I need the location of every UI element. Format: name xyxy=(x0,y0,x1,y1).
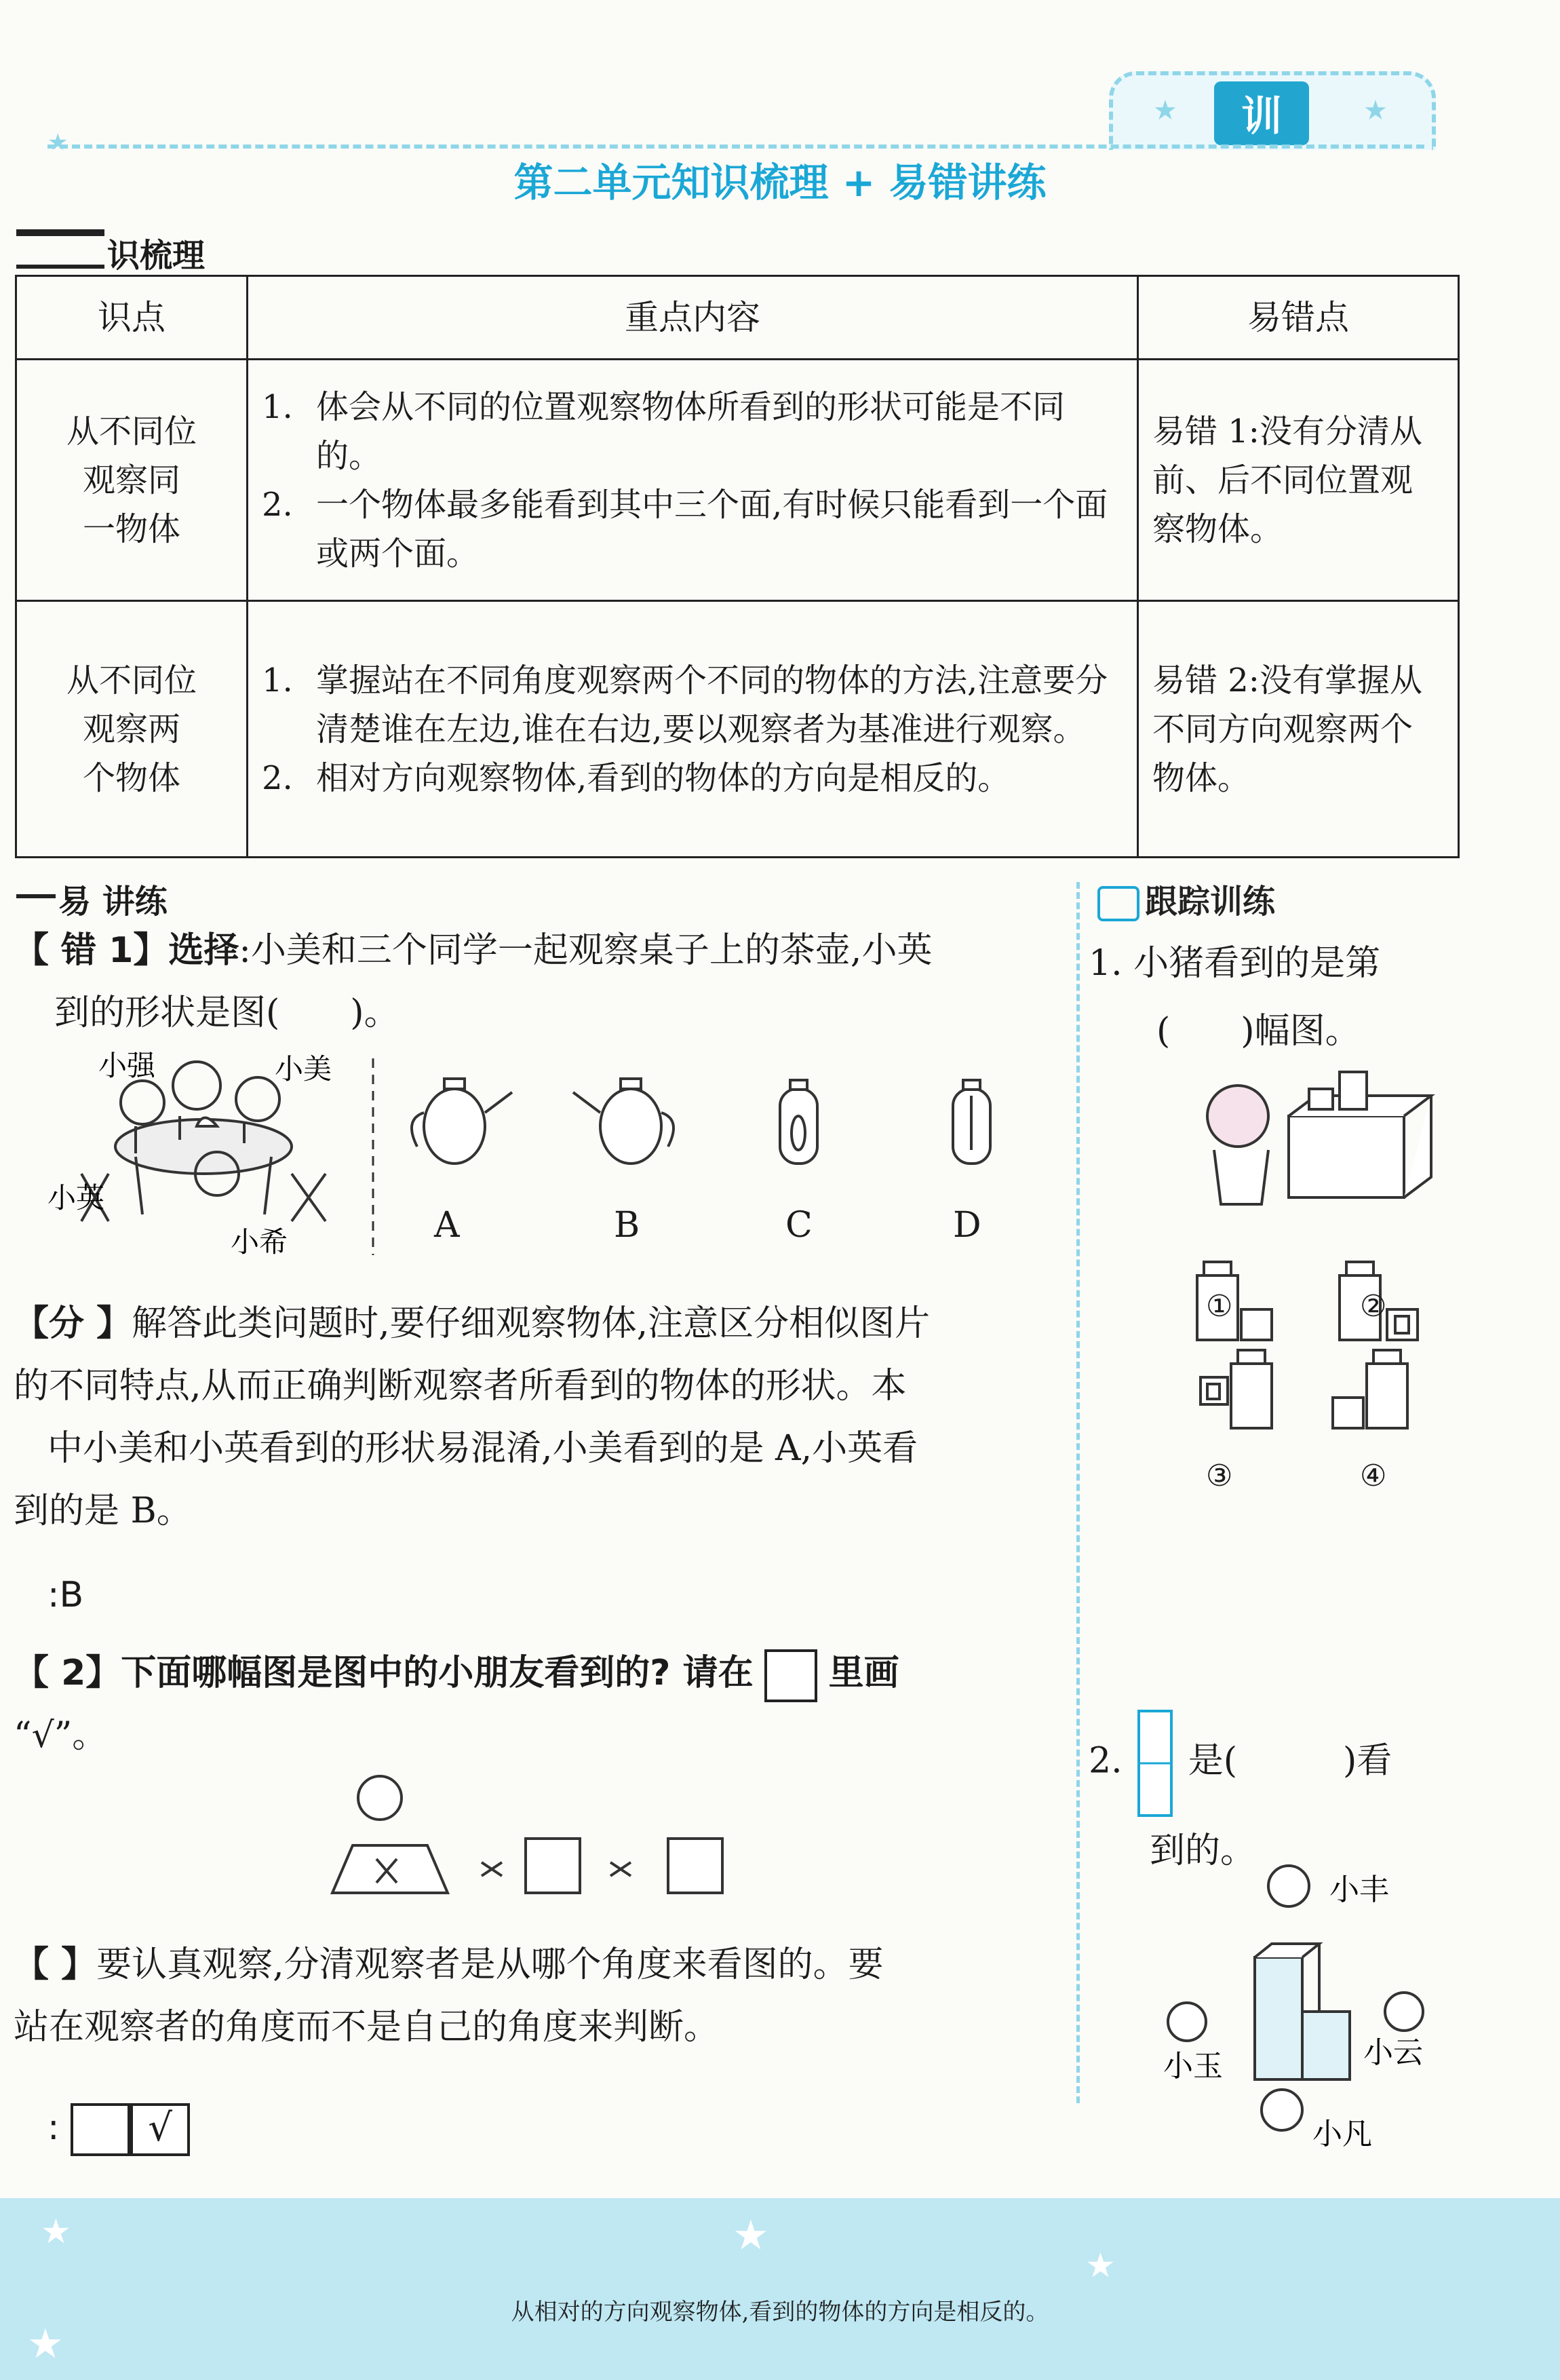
star-icon: ★ xyxy=(27,2320,64,2368)
tracking-title-text: 跟踪训练 xyxy=(1145,883,1276,921)
star-icon: ★ xyxy=(1085,2246,1116,2285)
small-box-shape xyxy=(1309,1089,1333,1109)
example2-illustration xyxy=(326,1771,746,1906)
star-icon: ★ xyxy=(47,129,69,156)
topic-line: 个物体 xyxy=(82,759,180,797)
point-number: 1. xyxy=(262,661,293,699)
footer-tip: 从相对的方向观察物体,看到的物体的方向是相反的。 xyxy=(511,2299,1049,2326)
scissors-icon xyxy=(482,1862,502,1876)
name-label: 小美 xyxy=(275,1052,332,1086)
short-block xyxy=(1302,2012,1350,2079)
example1-question-line1: :小美和三个同学一起观察桌子上的茶壶,小英 xyxy=(239,930,933,971)
topic-line: 从不同位 xyxy=(66,412,197,450)
name-label: 小强 xyxy=(98,1049,156,1082)
name-label: 小云 xyxy=(1363,2035,1423,2070)
error-cell: 易错 1:没有分清从前、后不同位置观察物体。 xyxy=(1138,360,1459,601)
camera-icon xyxy=(1097,886,1139,921)
topic-line: 观察同 xyxy=(82,461,180,499)
option-figure-4 xyxy=(1333,1350,1407,1428)
analysis-line: 到的是 B。 xyxy=(14,1491,192,1531)
example2-tag: 【 2】 xyxy=(14,1653,121,1693)
error-cell: 易错 2:没有掌握从不同方向观察两个物体。 xyxy=(1138,601,1459,858)
topic-line: 观察两 xyxy=(82,710,180,748)
example1-type: 选择 xyxy=(168,930,239,971)
topic-cell xyxy=(16,601,248,858)
teapot-option-c xyxy=(780,1080,817,1164)
option-label: ② xyxy=(1360,1289,1387,1324)
example2-tip xyxy=(14,1934,1072,2058)
teapot-option-b xyxy=(573,1079,674,1164)
teapot-option-d xyxy=(953,1080,990,1164)
knowledge-table xyxy=(15,275,1460,858)
tip-tag: 【 】 xyxy=(14,1944,97,1985)
section-title-knowledge: 识梳理 xyxy=(107,237,206,275)
example1-question xyxy=(14,919,1072,1044)
footer-band xyxy=(0,2198,1560,2380)
child-figure xyxy=(1168,2003,1206,2041)
tracking-title xyxy=(1097,875,1275,922)
section-bar xyxy=(16,894,56,898)
name-label: 小英 xyxy=(47,1181,105,1214)
bottle-shape xyxy=(1340,1072,1367,1109)
example1-tag: 【 错 1】 xyxy=(14,930,169,971)
tracking-q2-line2: 到的。 xyxy=(1150,1830,1256,1871)
analysis-line: 中小美和小英看到的形状易混淆,小美看到的是 A,小英看 xyxy=(47,1428,918,1469)
section-title-practice: 易 讲练 xyxy=(58,883,168,921)
star-icon: ★ xyxy=(733,2212,769,2259)
name-label: 小丰 xyxy=(1329,1873,1389,1907)
pig-icon xyxy=(1207,1086,1268,1147)
point-number: 2. xyxy=(262,485,293,524)
star-icon: ★ xyxy=(1153,95,1177,126)
answer-box-empty xyxy=(71,2103,130,2156)
name-label: 小凡 xyxy=(1312,2117,1372,2151)
cube-shape xyxy=(1289,1116,1404,1197)
option-figure-3 xyxy=(1201,1350,1272,1428)
option-label: B xyxy=(614,1205,640,1246)
section-bar xyxy=(16,229,104,236)
tracking-q2-text: 是( )看 xyxy=(1188,1740,1392,1782)
table-header: 识点 xyxy=(16,276,248,360)
table-row xyxy=(16,601,1459,858)
example2-question xyxy=(14,1642,1072,1767)
table-header: 重点内容 xyxy=(248,276,1138,360)
tracking-q2-number: 2. xyxy=(1089,1740,1123,1782)
child-figure xyxy=(1268,1866,1309,1906)
option-label: D xyxy=(953,1205,981,1246)
page-title: 第二单元知识梳理 + 易错讲练 xyxy=(513,159,1047,206)
table-header-row xyxy=(16,276,1459,360)
example1-answer: :B xyxy=(47,1575,84,1615)
kids-table-illustration xyxy=(81,1062,326,1221)
topic-cell xyxy=(16,360,248,601)
tracking-q1-line1: 1. 小猪看到的是第 xyxy=(1089,943,1381,984)
option-label: ① xyxy=(1206,1289,1233,1324)
pig-body xyxy=(1214,1150,1268,1204)
example1-question-line2: 到的形状是图( )。 xyxy=(54,993,399,1033)
analysis-line: 的不同特点,从而正确判断观察者所看到的物体的形状。本 xyxy=(14,1366,907,1406)
point-number: 2. xyxy=(262,759,293,797)
name-label: 小希 xyxy=(231,1225,288,1259)
view-figure xyxy=(1137,1710,1173,1817)
tracking-q2-illustration xyxy=(1160,1859,1445,2157)
example2-answer xyxy=(47,2096,190,2159)
scissors-icon xyxy=(610,1862,631,1876)
child-figure xyxy=(1262,2090,1302,2130)
points-cell xyxy=(248,360,1138,601)
child-figure xyxy=(1385,1993,1423,2031)
tip-line: 要认真观察,分清观察者是从哪个角度来看图的。要 xyxy=(96,1944,884,1985)
example2-question-b: 里画 xyxy=(828,1653,899,1693)
desk-shape xyxy=(332,1845,448,1893)
answer-box-checked: √ xyxy=(130,2103,190,2156)
option-label: ③ xyxy=(1206,1459,1233,1493)
point-text: 体会从不同的位置观察物体所看到的形状可能是不同的。 xyxy=(316,387,1066,475)
point-number: 1. xyxy=(262,387,293,426)
star-icon: ★ xyxy=(41,2212,71,2251)
tip-line: 站在观察者的角度而不是自己的角度来判断。 xyxy=(14,2007,720,2048)
point-text: 一个物体最多能看到其中三个面,有时候只能看到一个面或两个面。 xyxy=(316,485,1108,573)
table-header: 易错点 xyxy=(1138,276,1459,360)
section-bar xyxy=(16,265,104,269)
child-figure xyxy=(358,1776,402,1820)
point-text: 相对方向观察物体,看到的物体的方向是相反的。 xyxy=(316,759,1011,797)
header-divider xyxy=(47,145,1424,149)
tracking-q1 xyxy=(1089,929,1557,1065)
analysis-tag: 【分 】 xyxy=(14,1303,132,1344)
answer-box-sample xyxy=(764,1649,817,1702)
star-icon: ★ xyxy=(1363,95,1388,126)
example2-question-a: 下面哪幅图是图中的小朋友看到的? 请在 xyxy=(121,1653,754,1693)
option-label: C xyxy=(785,1205,813,1246)
answer-prefix: : xyxy=(47,2107,60,2148)
table-row xyxy=(16,360,1459,601)
topic-line: 从不同位 xyxy=(66,661,197,699)
name-label: 小玉 xyxy=(1163,2049,1223,2084)
topic-line: 一物体 xyxy=(82,510,180,548)
option-label: ④ xyxy=(1360,1459,1387,1493)
tracking-q1-line2: ( )幅图。 xyxy=(1156,1011,1361,1052)
example1-illustration xyxy=(41,1038,1072,1269)
answer-box-1[interactable] xyxy=(526,1839,580,1893)
example1-analysis xyxy=(14,1292,1072,1542)
option-label: A xyxy=(434,1205,460,1246)
example2-question-line2: “√”。 xyxy=(14,1715,108,1756)
header-tab-label: 训 xyxy=(1214,81,1309,145)
teapot-option-a xyxy=(412,1079,512,1164)
tracking-q1-illustration xyxy=(1173,1048,1526,1496)
point-text: 掌握站在不同角度观察两个不同的物体的方法,注意要分清楚谁在左边,谁在右边,要以观察者为基准进行观察。 xyxy=(316,661,1108,748)
tall-block xyxy=(1255,1957,1302,2079)
column-divider xyxy=(1076,882,1080,2103)
answer-box-2[interactable] xyxy=(668,1839,722,1893)
points-cell xyxy=(248,601,1138,858)
analysis-line: 解答此类问题时,要仔细观察物体,注意区分相似图片 xyxy=(132,1303,931,1344)
